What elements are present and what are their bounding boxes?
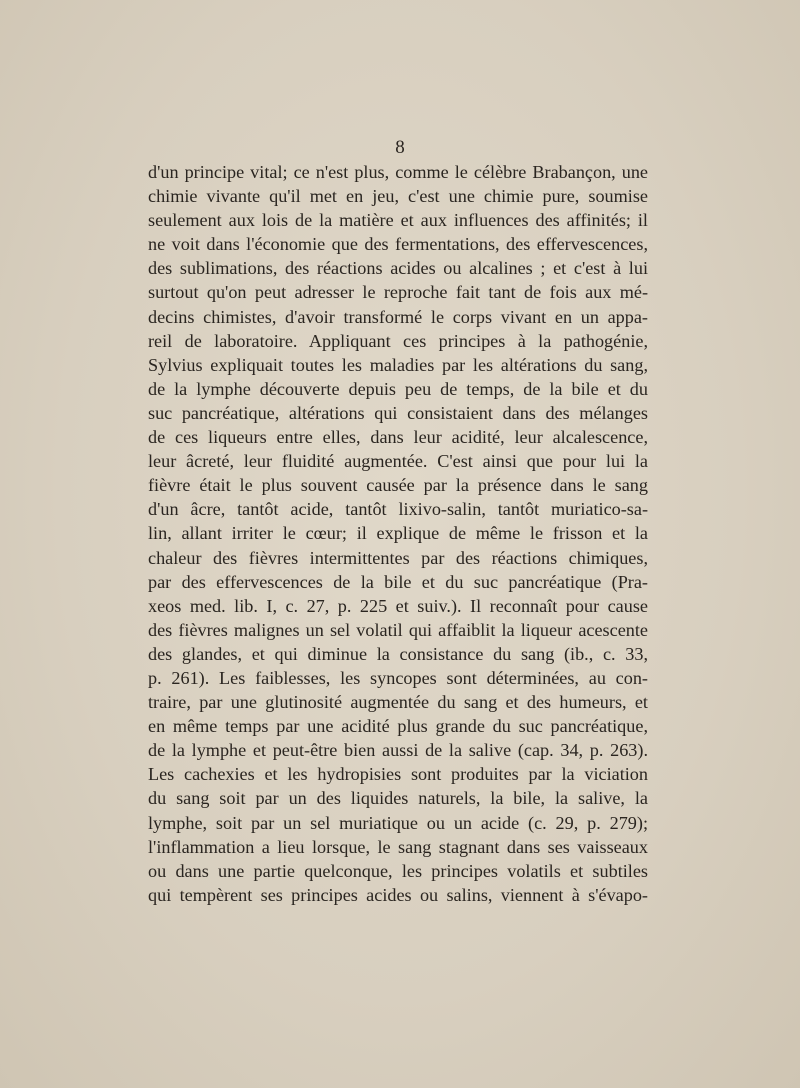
- text-line: suc pancréatique, altérations qui consistaient dans des mélanges: [148, 402, 648, 423]
- text-line: ou dans une partie quelconque, les principes volatils et subtiles: [148, 860, 648, 881]
- text-line: seulement aux lois de la matière et aux influences des affinités; il: [148, 210, 648, 231]
- text-line: traire, par une glutinosité augmentée du sang et des humeurs, et: [148, 692, 648, 713]
- text-line: du sang soit par un des liquides naturels, la bile, la salive, la: [148, 788, 648, 809]
- text-line: de la lymphe et peut-être bien aussi de la salive (cap. 34, p. 263).: [148, 740, 648, 761]
- text-line: de la lymphe découverte depuis peu de temps, de la bile et du: [148, 378, 648, 399]
- text-line: ne voit dans l'économie que des fermentations, des effervescences,: [148, 234, 648, 255]
- text-line: par des effervescences de la bile et du suc pancréatique (Pra-: [148, 571, 648, 592]
- text-line: en même temps par une acidité plus grande du suc pancréatique,: [148, 716, 648, 737]
- text-line: leur âcreté, leur fluidité augmentée. C'est ainsi que pour lui la: [148, 451, 648, 472]
- body-text: [148, 160, 648, 907]
- text-line: fièvre était le plus souvent causée par la présence dans le sang: [148, 475, 648, 496]
- text-line: decins chimistes, d'avoir transformé le corps vivant en un appa-: [148, 306, 648, 327]
- text-line: chimie vivante qu'il met en jeu, c'est une chimie pure, soumise: [148, 186, 648, 207]
- text-line: chaleur des fièvres intermittentes par des réactions chimiques,: [148, 547, 648, 568]
- text-line: qui tempèrent ses principes acides ou salins, viennent à s'évapo-: [148, 884, 648, 905]
- text-line: xeos med. lib. I, c. 27, p. 225 et suiv.). Il reconnaît pour cause: [148, 595, 648, 616]
- text-line: des fièvres malignes un sel volatil qui affaiblit la liqueur acescente: [148, 619, 648, 640]
- page-number: 8: [395, 137, 405, 158]
- text-line: reil de laboratoire. Appliquant ces principes à la pathogénie,: [148, 330, 648, 351]
- text-line: Sylvius expliquait toutes les maladies par les altérations du sang,: [148, 354, 648, 375]
- text-line: de ces liqueurs entre elles, dans leur acidité, leur alcalescence,: [148, 427, 648, 448]
- text-line: d'un principe vital; ce n'est plus, comme le célèbre Brabançon, une: [148, 162, 648, 182]
- text-line: des sublimations, des réactions acides ou alcalines ; et c'est à lui: [148, 258, 648, 279]
- text-line: Les cachexies et les hydropisies sont produites par la viciation: [148, 764, 648, 785]
- text-line: l'inflammation a lieu lorsque, le sang stagnant dans ses vaisseaux: [148, 836, 648, 857]
- text-line: surtout qu'on peut adresser le reproche fait tant de fois aux mé-: [148, 282, 648, 303]
- text-line: p. 261). Les faiblesses, les syncopes sont déterminées, au con-: [148, 667, 648, 688]
- text-line: lin, allant irriter le cœur; il explique de même le frisson et la: [148, 523, 648, 544]
- text-line: des glandes, et qui diminue la consistance du sang (ib., c. 33,: [148, 643, 648, 664]
- text-line: d'un âcre, tantôt acide, tantôt lixivo-salin, tantôt muriatico-sa-: [148, 499, 648, 520]
- text-line: lymphe, soit par un sel muriatique ou un acide (c. 29, p. 279);: [148, 812, 648, 833]
